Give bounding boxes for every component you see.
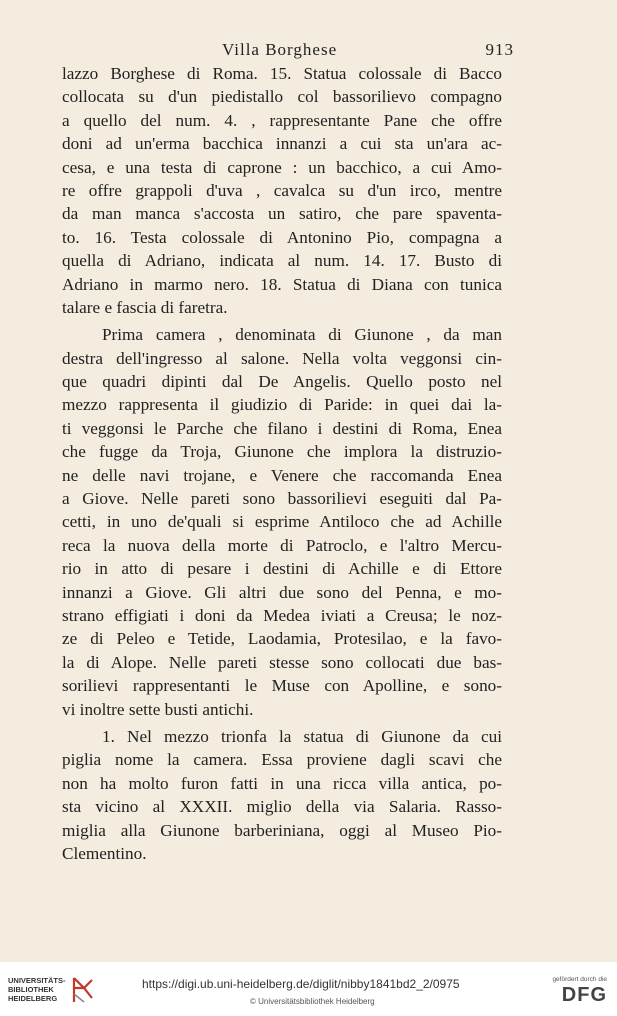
running-title: Villa Borghese <box>222 40 338 59</box>
text-line: che fugge da Troja, Giunone che implora la distruzio- <box>62 442 502 462</box>
text-line: re offre grappoli d'uva , cavalca su d'un irco, mentre <box>62 180 502 200</box>
text-line: Adriano in marmo nero. 18. Statua di Diana con tunica <box>62 274 502 294</box>
dfg-caption: gefördert durch die <box>552 976 607 983</box>
text-line: Prima camera , denominata di Giunone , da man <box>102 325 502 345</box>
text-line: ze di Peleo e Tetide, Laodamia, Protesilao, e la favo- <box>62 629 502 649</box>
text-line: collocata su d'un piedistallo col bassorilievo compagno <box>62 87 502 107</box>
text-line: sta vicino al XXXII. miglio della via Salaria. Rasso- <box>62 797 502 817</box>
text-line: a Giove. Nelle pareti sono bassorilievi eseguiti dal Pa- <box>62 489 502 509</box>
text-line: Clementino. <box>62 843 147 863</box>
text-line: 1. Nel mezzo trionfa la statua di Giunone da cui <box>102 726 502 746</box>
library-emblem-icon <box>70 976 96 1004</box>
text-line: ne delle navi trojane, e Venere che raccomanda Enea <box>62 465 502 485</box>
text-line: miglia alla Giunone barberiniana, oggi al Museo Pio- <box>62 820 502 840</box>
page-number: 913 <box>485 40 514 59</box>
text-line: lazzo Borghese di Roma. 15. Statua colossale di Bacco <box>62 64 502 83</box>
text-line: ti veggonsi le Parche che filano i destini di Roma, Enea <box>62 418 502 438</box>
text-line: piglia nome la camera. Essa proviene dagli scavi che <box>62 750 502 770</box>
text-line: sorilievi rappresentanti le Muse con Apolline, e sono- <box>62 676 502 696</box>
text-line: destra dell'ingresso al salone. Nella volta veggonsi cin- <box>62 348 502 368</box>
text-line: to. 16. Testa colossale di Antonino Pio, compagna a <box>62 227 502 247</box>
running-header <box>62 40 514 64</box>
viewer-footer <box>0 962 617 1016</box>
text-line: mezzo rappresenta il giudizio di Paride: in quei dai la- <box>62 395 502 415</box>
text-line: la di Alope. Nelle pareti stesse sono collocati due bas- <box>62 652 502 672</box>
dfg-logo-text: DFG <box>561 984 607 1006</box>
text-line: innanzi a Giove. Gli altri due sono del Penna, e mo- <box>62 582 502 602</box>
text-line: doni ad un'erma bacchica innanzi a cui sta un'ara ac- <box>62 134 502 154</box>
library-name: UNIVERSITÄTS- BIBLIOTHEK HEIDELBERG <box>8 976 66 1003</box>
dfg-logo[interactable] <box>547 976 607 1010</box>
body-text <box>62 62 502 865</box>
text-line: non ha molto furon fatti in una ricca villa antica, po- <box>62 773 502 793</box>
text-line: que quadri dipinti dal De Angelis. Quello posto nel <box>62 372 502 392</box>
text-line: a quello del num. 4. , rappresentante Pane che offre <box>62 110 502 130</box>
library-logo[interactable] <box>8 976 128 1010</box>
text-line: cesa, e una testa di caprone : un bacchico, a cui Amo- <box>62 157 502 177</box>
text-line: da man manca s'accosta un satiro, che pare spaventa- <box>62 204 502 224</box>
text-line: strano effigiati i doni da Medea iviati a Creusa; le noz- <box>62 605 502 625</box>
permalink-url[interactable]: https://digi.ub.uni-heidelberg.de/diglit/nibby1841bd2_2/0975 <box>142 977 460 991</box>
text-line: reca la nuova della morte di Patroclo, e l'altro Mercu- <box>62 535 502 555</box>
text-line: cetti, in uno de'quali si esprime Antiloco che ad Achille <box>62 512 502 532</box>
text-line: quella di Adriano, indicata al num. 14. 17. Busto di <box>62 251 502 271</box>
text-line: talare e fascia di faretra. <box>62 297 228 317</box>
copyright-notice: © Universitätsbibliothek Heidelberg <box>250 997 375 1006</box>
text-line: vi inoltre sette busti antichi. <box>62 699 254 719</box>
text-line: rio in atto di pesare i destini di Achille e di Ettore <box>62 559 502 579</box>
